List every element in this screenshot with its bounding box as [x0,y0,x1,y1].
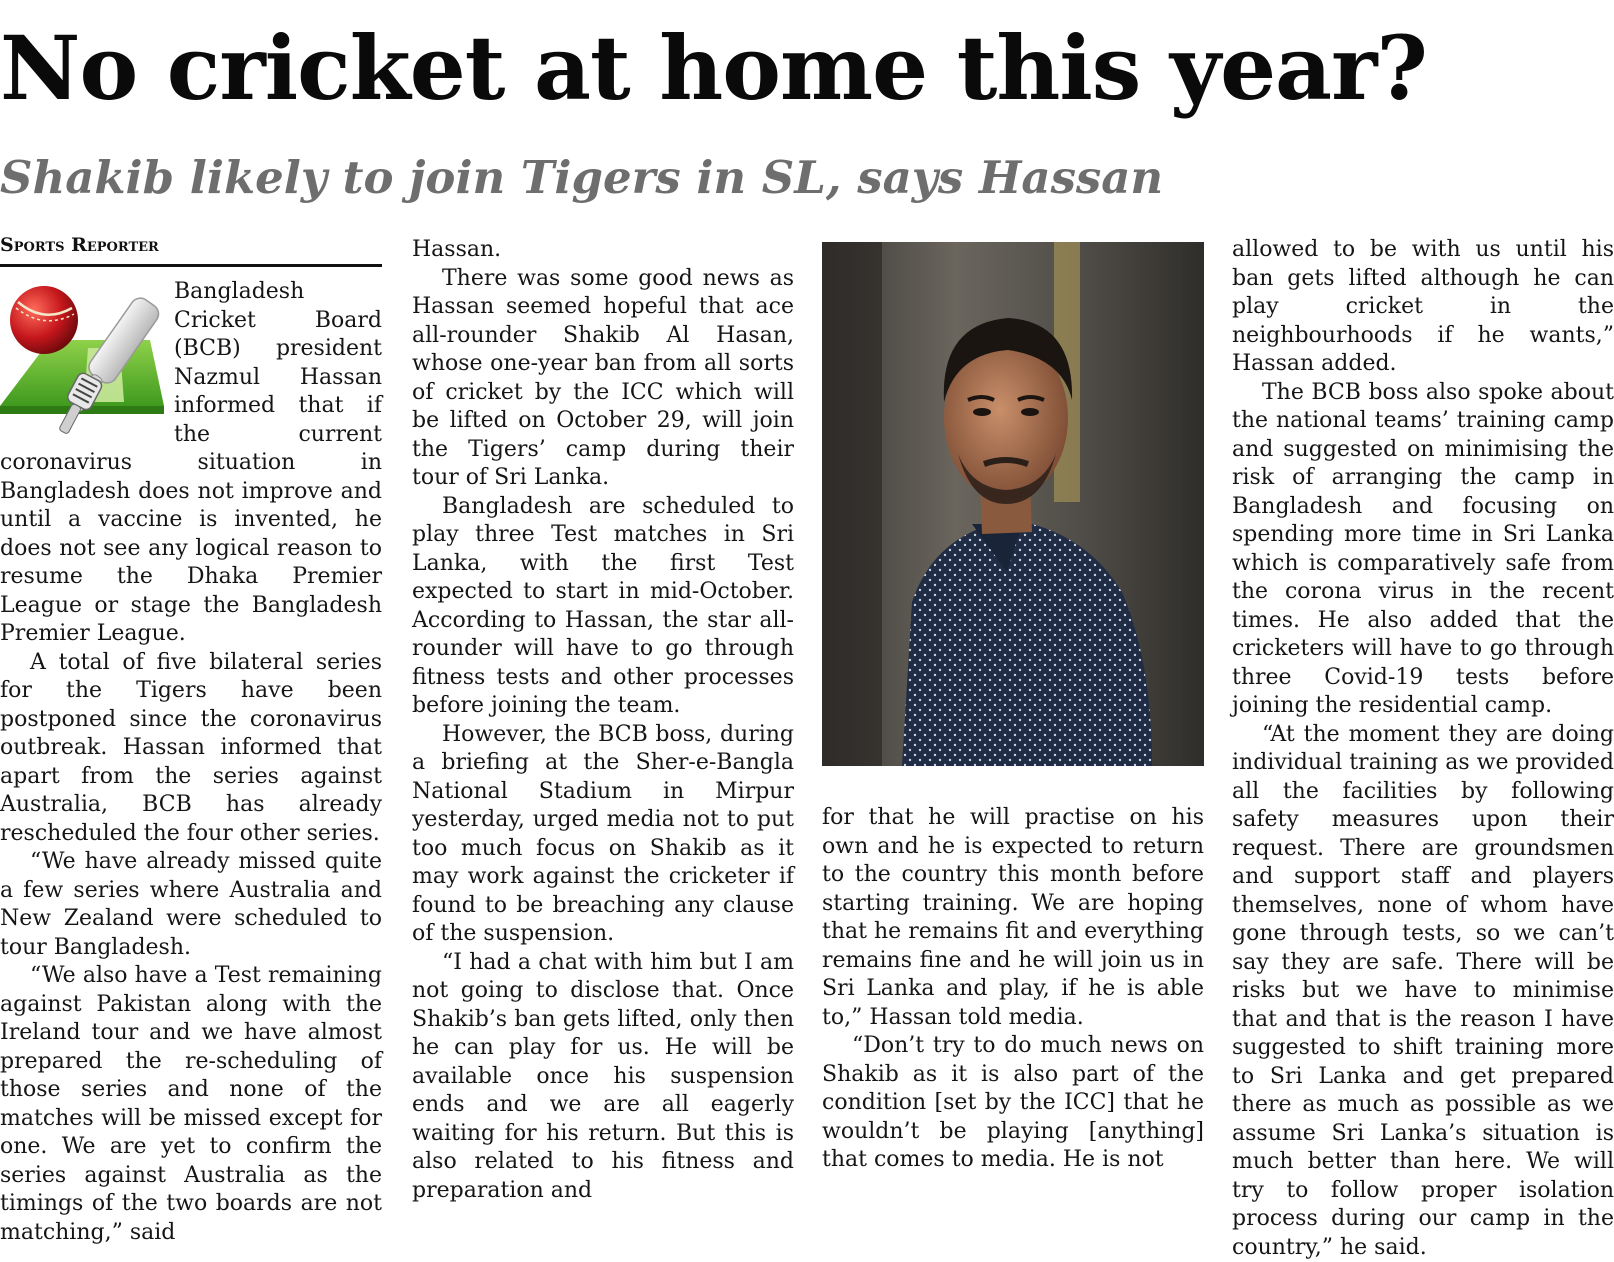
subheadline: Shakib likely to join Tigers in SL, says Hassan [0,150,1614,206]
paragraph: “I had a chat with him but I am not going to disclose that. Once Shakib’s ban gets lifted, only then he can play for us. He will be available once his suspension ends and we are all eagerly waiting for his return. But this is also related to his fitness and preparation and [412,949,794,1206]
paragraph: Bangladesh Cricket Board (BCB) president Nazmul Hassan informed that if the current coronavirus situation in Bangladesh does not improve and until a vaccine is invented, he does not see any logical reason to resume the Dhaka Premier League or stage the Bangladesh Premier League. [0,278,382,649]
byline: Sports Reporter [0,232,382,258]
article-column-1 [0,278,382,1247]
paragraph: A total of five bilateral series for the Tigers have been postponed since the coronavirus outbreak. Hassan informed that apart from the series against Australia, BCB has already rescheduled the four other series. [0,649,382,849]
cricket-ball-bat-icon [0,278,164,438]
player-photo [822,242,1204,766]
paragraph: The BCB boss also spoke about the national teams’ training camp and suggested on minimising the risk of arranging the camp in Bangladesh and focusing on spending more time in Sri Lanka which is comparatively safe from the corona virus in the recent times. He also added that the cricketers will have to go through three Covid-19 tests before joining the residential camp. [1232,379,1614,721]
paragraph: “We have already missed quite a few series where Australia and New Zealand were scheduled to tour Bangladesh. [0,848,382,962]
paragraph: However, the BCB boss, during a briefing at the Sher-e-Bangla National Stadium in Mirpur yesterday, urged media not to put too much focus on Shakib as it may work against the cricketer if found to be breaching any clause of the suspension. [412,721,794,949]
byline-rule [0,264,382,267]
article-column-4 [1232,236,1614,1262]
paragraph: “We also have a Test remaining against Pakistan along with the Ireland tour and we have almost prepared the re-scheduling of those series and none of the matches will be missed except for one. We are yet to confirm the series against Australia as the timings of the two boards are not matching,” said [0,962,382,1247]
paragraph: Bangladesh are scheduled to play three Test matches in Sri Lanka, with the first Test expected to start in mid-October. According to Hassan, the star all-rounder will have to go through fitness tests and other processes before joining the team. [412,493,794,721]
paragraph: for that he will practise on his own and he is expected to return to the country this month before starting training. We are hoping that he remains fit and everything remains fine and he will join us in Sri Lanka and play, if he is able to,” Hassan told media. [822,804,1204,1032]
article-column-2 [412,236,794,1205]
paragraph: Hassan. [412,236,794,265]
article-column-3 [822,804,1204,1175]
paragraph: There was some good news as Hassan seemed hopeful that ace all-rounder Shakib Al Hasan, whose one-year ban from all sorts of cricket by the ICC which will be lifted on October 29, will join the Tigers’ camp during their tour of Sri Lanka. [412,265,794,493]
paragraph: “Don’t try to do much news on Shakib as it is also part of the condition [set by the ICC] that he wouldn’t be playing [anything] that comes to media. He is not [822,1032,1204,1175]
paragraph: “At the moment they are doing individual training as we provided all the facilities by following safety measures upon their request. There are groundsmen and support staff and players themselves, none of whom have gone through tests, so we can’t say they are safe. There will be risks but we have to minimise that and that is the reason I have suggested to shift training more to Sri Lanka and get prepared there as much as possible as we assume Sri Lanka’s situation is much better than here. We will try to follow proper isolation process during our camp in the country,” he said. [1232,721,1614,1262]
headline: No cricket at home this year? [0,18,1614,118]
paragraph: allowed to be with us until his ban gets lifted although he can play cricket in the neighbourhoods if he wants,” Hassan added. [1232,236,1614,379]
